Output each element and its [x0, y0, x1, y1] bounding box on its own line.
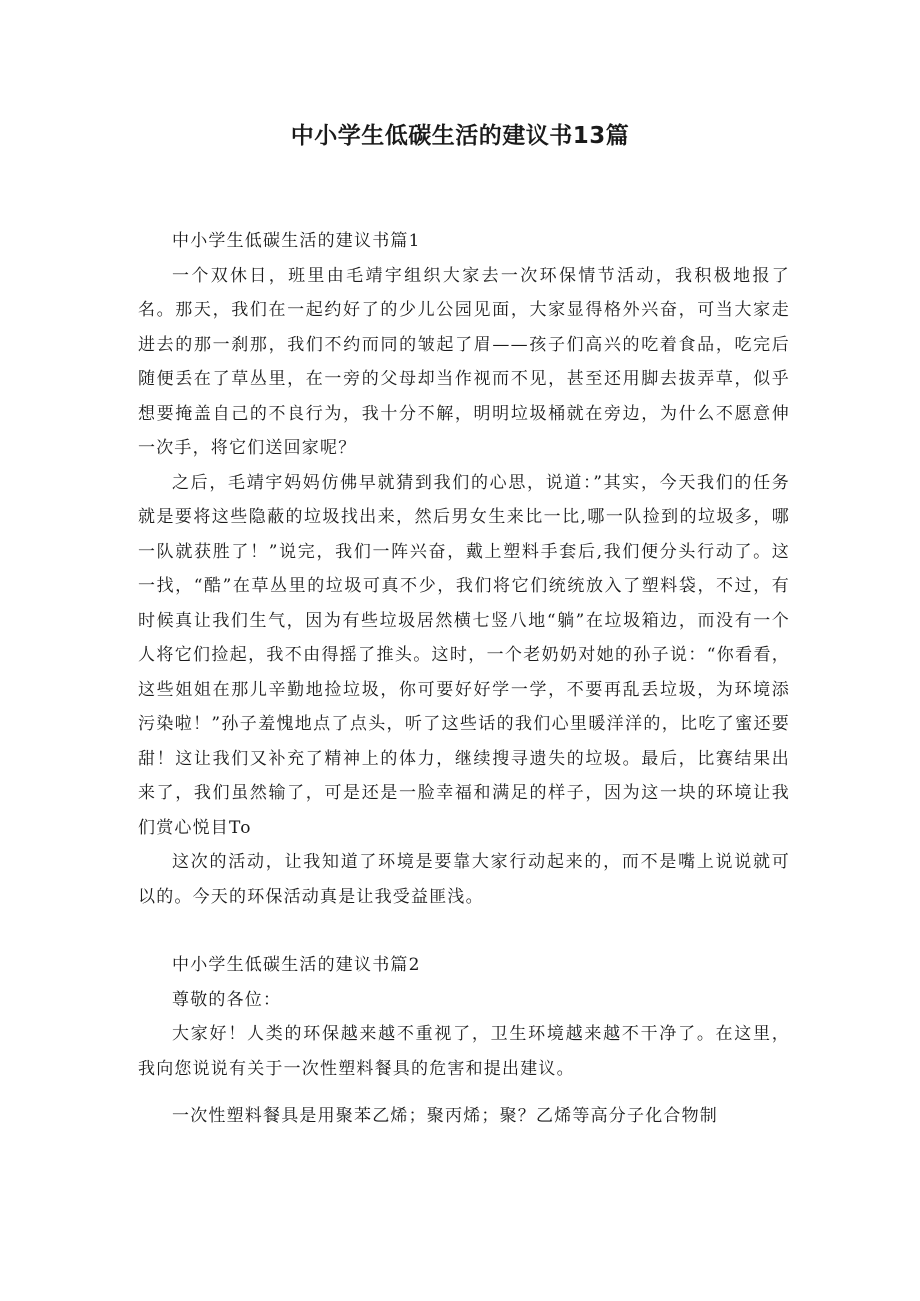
paragraph: 一次性塑料餐具是用聚苯乙烯；聚丙烯；聚？乙烯等高分子化合物制: [172, 1106, 718, 1126]
paragraph: 这次的活动，让我知道了环境是要靠大家行动起来的，而不是嘴上说说就可以的。今天的环保活动真是让我受益匪浅。: [138, 852, 790, 907]
section-heading: 中小学生低碳生活的建议书篇2: [172, 955, 421, 975]
page-title: 中小学生低碳生活的建议书13篇: [290, 123, 630, 149]
section-heading: 中小学生低碳生活的建议书篇1: [172, 231, 421, 251]
paragraph: 一个双休日，班里由毛靖宇组织大家去一次环保情节活动，我积极地报了名。那天，我们在一起约好了的少儿公园见面，大家显得格外兴奋，可当大家走进去的那一刹那，我们不约而同的皱起了眉——孩子们高兴的吃着食品，吃完后随便丢在了草丛里，在一旁的父母却当作视而不见，甚至还用脚去拔弄草，似乎想要掩盖自己的不良行为，我十分不解，明明垃圾桶就在旁边，为什么不愿意伸一次手，将它们送回家呢？: [138, 265, 790, 458]
paragraph: 大家好！人类的环保越来越不重视了，卫生环境越来越不干净了。在这里，我向您说说有关于一次性塑料餐具的危害和提出建议。: [138, 1024, 790, 1079]
paragraph: 尊敬的各位：: [172, 989, 282, 1010]
document-body: [138, 224, 790, 1134]
paragraph: 之后，毛靖宇妈妈仿佛早就猜到我们的心思，说道：”其实，今天我们的任务就是要将这些隐蔽的垃圾找出来，然后男女生来比一比,哪一队捡到的垃圾多，哪一队就获胜了！”说完，我们一阵兴奋，戴上塑料手套后,我们便分头行动了。这一找，“酷”在草丛里的垃圾可真不少，我们将它们统统放入了塑料袋，不过，有时候真让我们生气，因为有些垃圾居然横七竖八地“躺”在垃圾箱边，而没有一个人将它们捡起，我不由得摇了推头。这时，一个老奶奶对她的孙子说：“你看看，这些姐姐在那儿辛勤地捡垃圾，你可要好好学一学，不要再乱丢垃圾，为环境添污染啦！”孙子羞愧地点了点头，听了这些话的我们心里暖洋洋的，比吃了蜜还要甜！这让我们又补充了精神上的体力，继续搜寻遗失的垃圾。最后，比赛结果出来了，我们虽然输了，可是还是一脸幸福和满足的样子，因为这一块的环境让我们赏心悦目To: [138, 472, 790, 838]
